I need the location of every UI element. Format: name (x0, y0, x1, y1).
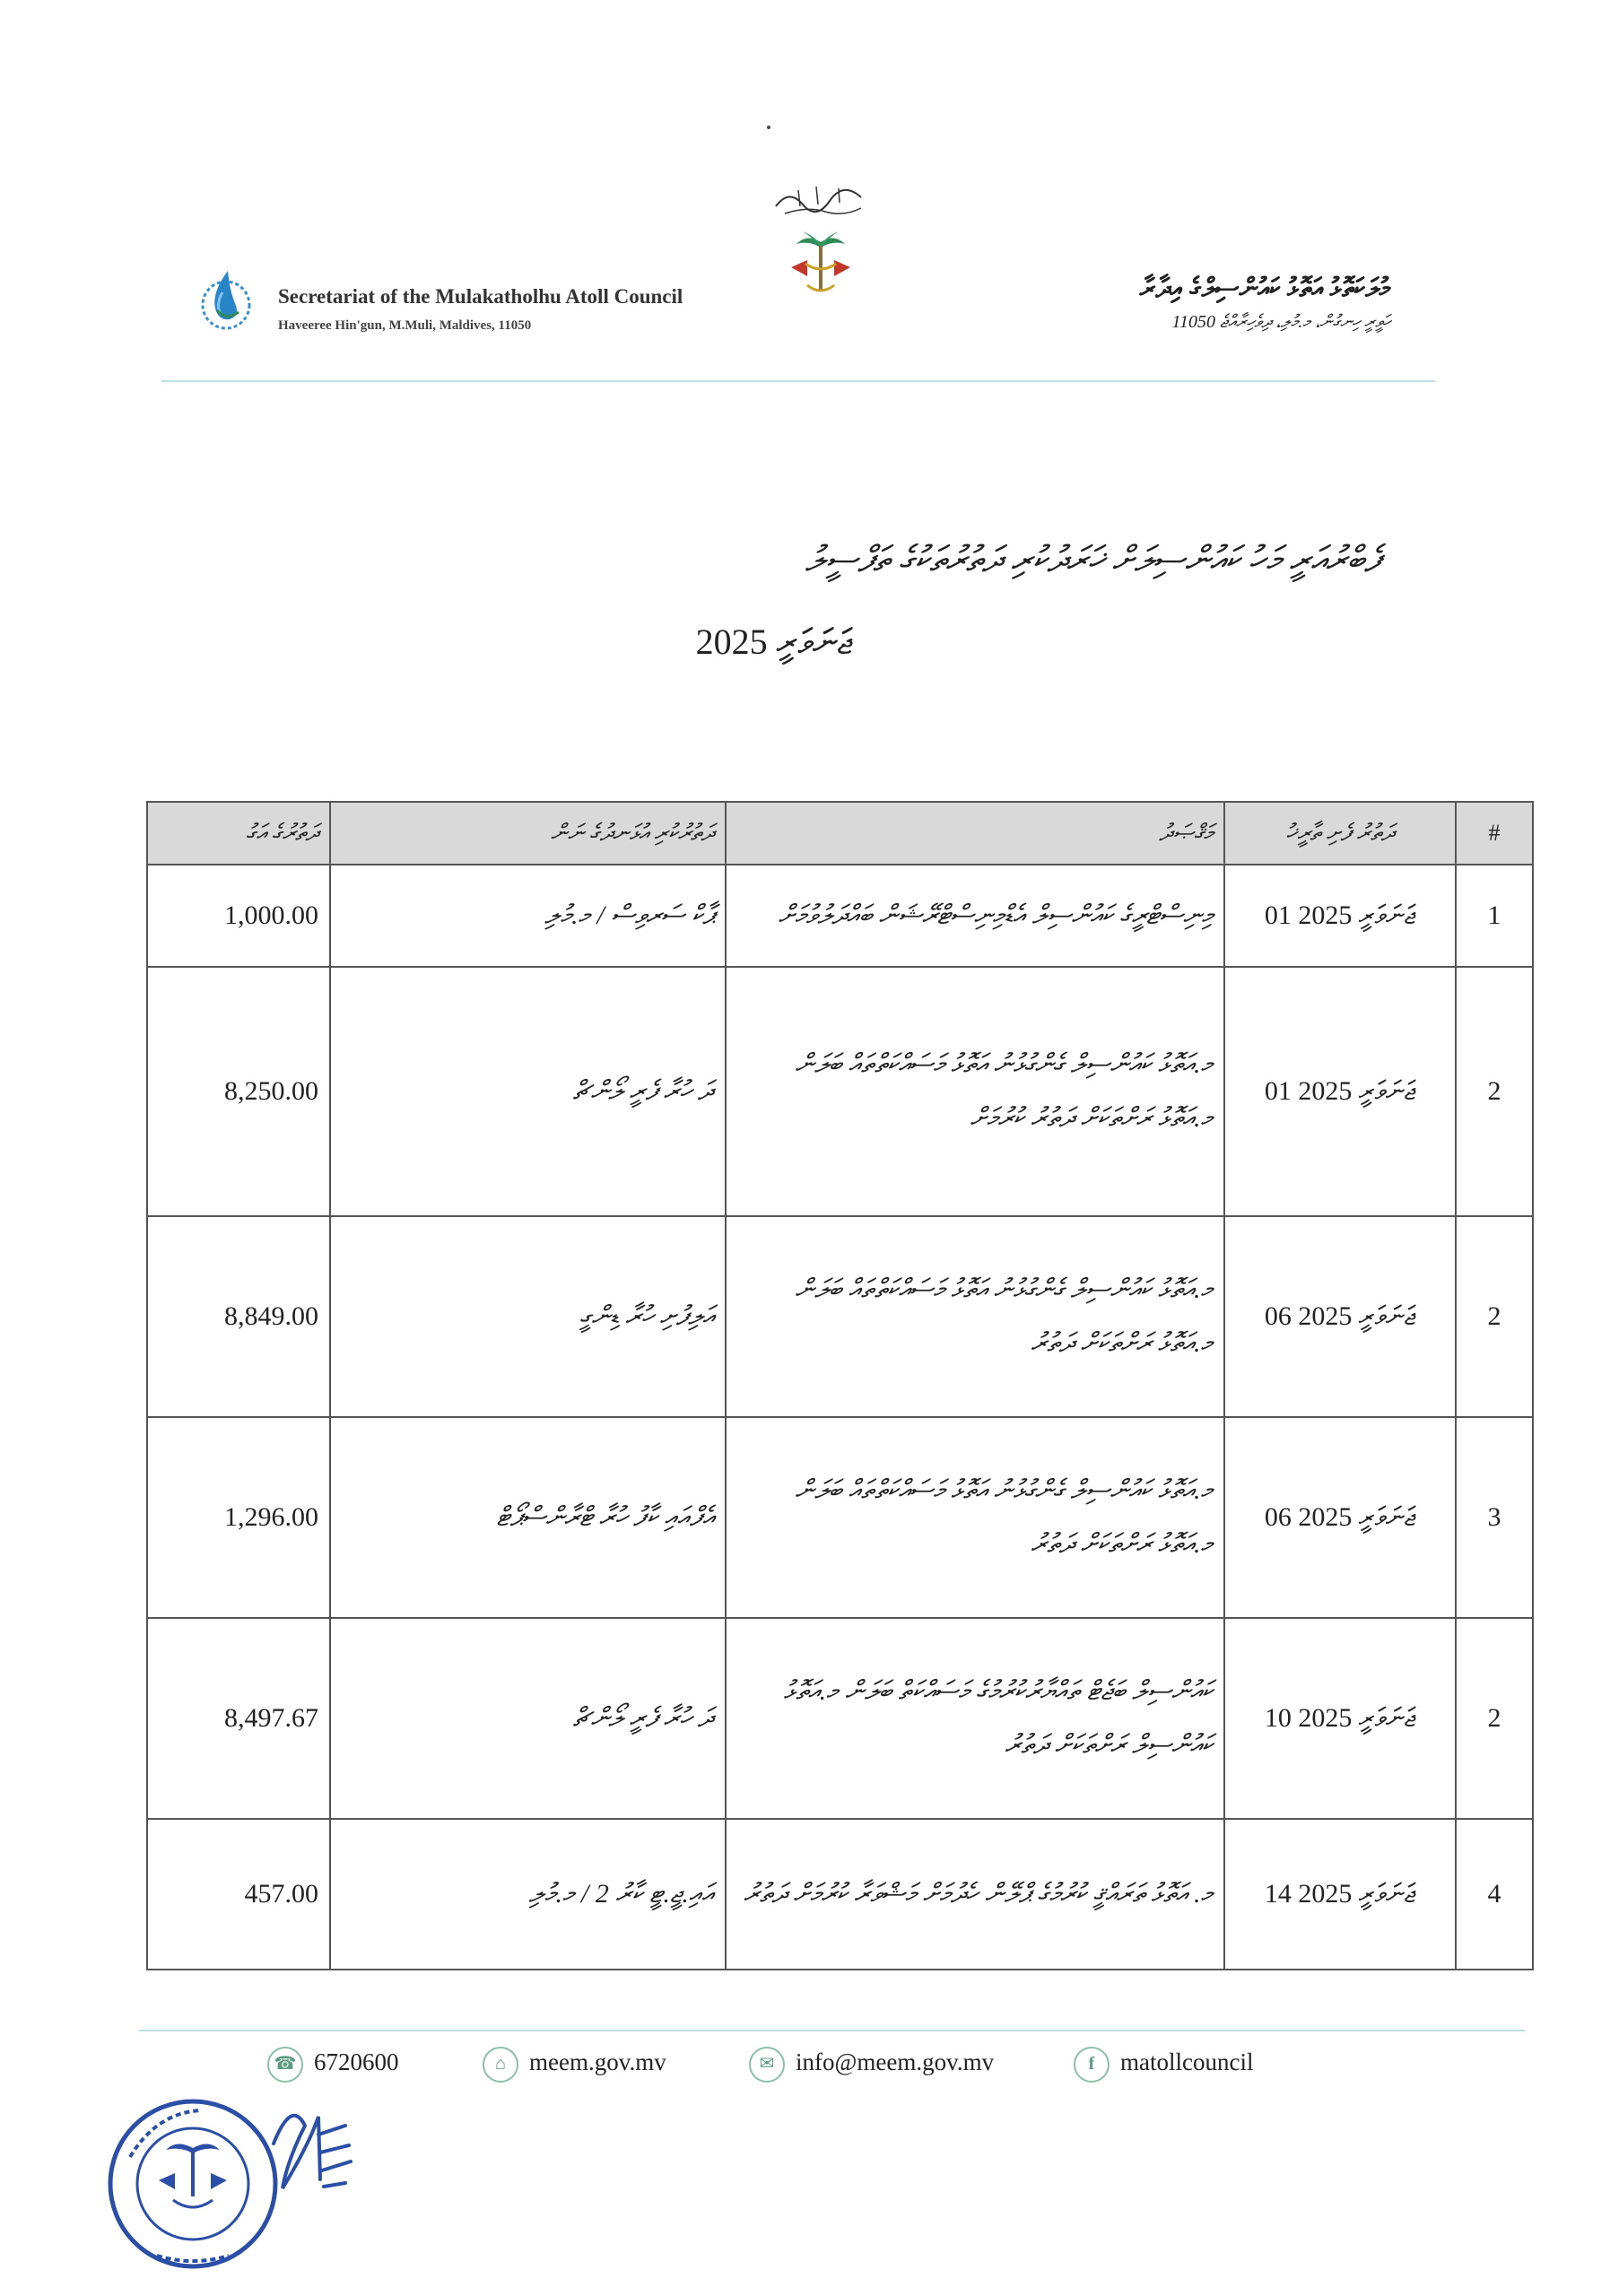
cell-amount: 8,497.67 (147, 1618, 330, 1819)
cell-number: 1 (1456, 865, 1533, 967)
header-purpose: މަޤްޞަދު (726, 802, 1224, 865)
council-logo-icon (199, 265, 253, 334)
email-icon: ✉ (749, 2047, 785, 2083)
table-row (147, 1216, 1533, 1417)
cell-date: 01 ޖަނަވަރީ 2025 (1224, 865, 1456, 967)
signature (256, 2090, 363, 2206)
cell-boat: އައި.ޖީ.ޓީ ކާރު 2 / މ.މުލި (330, 1819, 726, 1970)
facebook-handle: matollcouncil (1120, 2048, 1254, 2076)
cell-boat: ދަ ހުރާ ފެރީ ލޯންޗް (330, 1618, 726, 1819)
cell-number: 2 (1456, 967, 1533, 1216)
footer-facebook[interactable] (1074, 2047, 1253, 2083)
cell-date: 06 ޖަނަވަރީ 2025 (1224, 1216, 1456, 1417)
cell-purpose: މިނިސްޓްރީގެ ކައުންސިލް އެޑްމިނިސްޓްރޭޝަން ބައްދަލުވުމަށް (726, 865, 1224, 967)
footer-email[interactable] (749, 2047, 994, 2083)
cell-date: 06 ޖަނަވަރީ 2025 (1224, 1417, 1456, 1618)
header-trip-date: ދަތުރު ފެށި ތާރީޚު (1224, 802, 1456, 865)
cell-number: 3 (1456, 1417, 1533, 1618)
cell-amount: 457.00 (147, 1819, 330, 1970)
cell-boat: ޕާކް ސަރވިސް / މ.މުލި (330, 865, 726, 967)
phone-number: 6720600 (314, 2048, 399, 2076)
header-amount: ދަތުރުގެ އަގު (147, 802, 330, 865)
council-address-dhivehi: ހަވީރީ ހިނގުން، މ.މުލި، ދިވެހިރާއްޖެ 11050 (1171, 312, 1390, 332)
facebook-icon: f (1074, 2047, 1110, 2083)
cell-purpose: ކައުންސިލް ބަޖެޓް ތައްޔާރުކުރުމުގެ މަސައްކަތް ބަލަން މ.އަތޮޅު ކައުންސިލް ރަށްތަކަށް ދަތުރު (726, 1618, 1224, 1819)
table-row (147, 1417, 1533, 1618)
header-number: # (1456, 802, 1533, 865)
cell-number: 2 (1456, 1216, 1533, 1417)
cell-boat: ދަ ހުރާ ފެރީ ލޯންޗް (330, 967, 726, 1216)
document-subtitle-month: ޖަނަވަރީ 2025 (695, 622, 852, 662)
council-address-english: Haveeree Hin'gun, M.Muli, Maldives, 11050 (278, 318, 532, 333)
website-link: meem.gov.mv (529, 2048, 666, 2076)
cell-date: 14 ޖަނަވަރީ 2025 (1224, 1819, 1456, 1970)
council-name-dhivehi: މުލަކަތޮޅު އަތޮޅު ކައުންސިލްގެ އިދާރާ (1139, 274, 1390, 303)
trip-expense-table (146, 801, 1534, 1970)
header-divider (161, 380, 1435, 382)
cell-date: 10 ޖަނަވަރީ 2025 (1224, 1618, 1456, 1819)
scan-dot (767, 126, 770, 129)
cell-purpose: މ. އަތޮޅު ތަރައްޤީ ކުރުމުގެ ޕްލޭން ހެދުމަށް މަޝްވަރާ ކުރުމަށް ދަތުރު (726, 1819, 1224, 1970)
cell-purpose: މ.އަތޮޅު ކައުންސިލް ގެންގުޅުނު އަތޮޅު މަސައްކަތްތައް ބަލަން މ.އަތޮޅު ރަށްތަކަށް ދަތުރު ކުރުމަށް (726, 967, 1224, 1216)
cell-purpose: މ.އަތޮޅު ކައުންސިލް ގެންގުޅުނު އަތޮޅު މަސައްކަތްތައް ބަލަން މ.އަތޮޅު ރަށްތަކަށް ދަތުރު (726, 1417, 1224, 1618)
cell-amount: 8,849.00 (147, 1216, 330, 1417)
national-emblem-icon (780, 224, 861, 309)
bismillah-calligraphy (771, 179, 870, 224)
cell-amount: 8,250.00 (147, 967, 330, 1216)
email-link: info@meem.gov.mv (796, 2048, 995, 2076)
table-header-row (147, 802, 1533, 865)
footer-website[interactable] (483, 2047, 666, 2083)
footer-phone[interactable] (267, 2047, 399, 2083)
table-row (147, 967, 1533, 1216)
table-row (147, 1819, 1533, 1970)
document-title: ފެބްރުއަރީ މަހު ކައުންސިލަށް ޚަރަދުކުރި ދަތުރުތަކުގެ ތަފްސީލު (805, 539, 1381, 579)
cell-number: 2 (1456, 1618, 1533, 1819)
table-row (147, 1618, 1533, 1819)
cell-boat: އެފްއައި ކާފު ހުރާ ޓްރާންސްޕޯޓް (330, 1417, 726, 1618)
cell-amount: 1,000.00 (147, 865, 330, 967)
cell-boat: އަލިފުށި ހުރާ ޑިންގީ (330, 1216, 726, 1417)
home-icon: ⌂ (483, 2047, 518, 2083)
table-row (147, 865, 1533, 967)
cell-purpose: މ.އަތޮޅު ކައުންސިލް ގެންގުޅުނު އަތޮޅު މަސައްކަތްތައް ބަލަން މ.އަތޮޅު ރަށްތަކަށް ދަތުރު (726, 1216, 1224, 1417)
footer-divider (139, 2030, 1525, 2031)
cell-date: 01 ޖަނަވަރީ 2025 (1224, 967, 1456, 1216)
cell-number: 4 (1456, 1819, 1533, 1970)
header-boat: ދަތުރުކުރި އުޅަނދުގެ ނަން (330, 802, 726, 865)
council-name-english: Secretariat of the Mulakatholhu Atoll Council (278, 285, 683, 308)
phone-icon: ☎ (267, 2047, 303, 2083)
cell-amount: 1,296.00 (147, 1417, 330, 1618)
